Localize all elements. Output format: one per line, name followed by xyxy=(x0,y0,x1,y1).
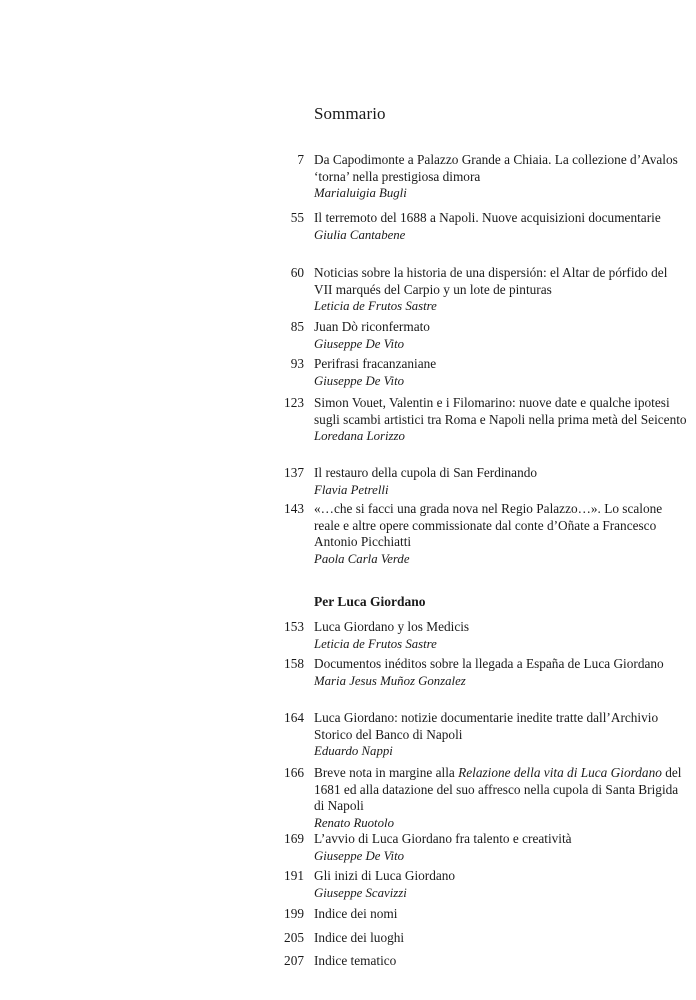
toc-title: Noticias sobre la historia de una dispersión: el Altar de pórfido del VII marqués del Carpio y un lote de pinturas xyxy=(314,265,668,297)
toc-title xyxy=(314,765,688,815)
toc-page-number: 205 xyxy=(284,930,304,945)
toc-author: Giuseppe De Vito xyxy=(314,848,405,863)
toc-page-number: 191 xyxy=(284,868,304,883)
toc-author: Loredana Lorizzo xyxy=(314,429,405,443)
toc-author: Giulia Cantabene xyxy=(314,227,406,242)
toc-author: Flavia Petrelli xyxy=(314,482,389,497)
toc-author: Giuseppe De Vito xyxy=(314,373,405,388)
toc-title: Da Capodimonte a Palazzo Grande a Chiaia. La collezione d’Avalos ‘torna’ nella prestigiosa dimora xyxy=(314,152,678,184)
toc-author: Maria Jesus Muñoz Gonzalez xyxy=(314,673,466,688)
toc-page-number: 207 xyxy=(284,953,304,968)
toc-author: Paola Carla Verde xyxy=(314,551,410,566)
toc-page-number: 166 xyxy=(284,765,304,780)
toc-author: Leticia de Frutos Sastre xyxy=(314,636,437,651)
toc-page-number: 143 xyxy=(284,501,304,516)
toc-author: Eduardo Nappi xyxy=(314,744,393,758)
toc-page-number: 153 xyxy=(284,619,304,634)
toc-title: Gli inizi di Luca Giordano xyxy=(314,868,456,883)
toc-page-number: 137 xyxy=(284,465,304,480)
toc-title: L’avvio di Luca Giordano fra talento e creatività xyxy=(314,831,572,846)
toc-title: Indice tematico xyxy=(314,953,397,968)
toc-title: Documentos inéditos sobre la llegada a España de Luca Giordano xyxy=(314,656,664,671)
toc-title: Luca Giordano y los Medicis xyxy=(314,619,470,634)
toc-page-number: 55 xyxy=(290,210,304,225)
toc-page-number: 85 xyxy=(290,319,304,334)
toc-title: Perifrasi fracanzaniane xyxy=(314,356,437,371)
toc-title: «…che si facci una grada nova nel Regio Palazzo…». Lo scalone reale e altre opere commissionate dal conte d’Oñate a Francesco Antonio Picchiatti xyxy=(314,501,663,549)
toc-page-number: 60 xyxy=(290,265,304,280)
toc-title-part: del 1681 ed alla datazione del suo affresco nella cupola di Santa Brigida di Napoli xyxy=(314,765,682,813)
section-heading: Per Luca Giordano xyxy=(314,594,426,609)
toc-page-number: 7 xyxy=(297,152,304,167)
toc-author: Leticia de Frutos Sastre xyxy=(314,299,437,313)
toc-page-number: 164 xyxy=(284,710,304,725)
toc-author: Renato Ruotolo xyxy=(314,815,394,830)
toc-title: Simon Vouet, Valentin e i Filomarino: nuove date e qualche ipotesi sugli scambi artistici tra Roma e Napoli nella prima metà del Seicento xyxy=(314,395,687,427)
toc-page-number: 93 xyxy=(290,356,304,371)
toc-title-italic-part: Relazione della vita di Luca Giordano xyxy=(458,765,662,780)
toc-title: Juan Dò riconfermato xyxy=(314,319,430,334)
toc-author: Giuseppe Scavizzi xyxy=(314,885,407,900)
toc-title: Il restauro della cupola di San Ferdinando xyxy=(314,465,538,480)
toc-title: Indice dei nomi xyxy=(314,906,398,921)
toc-author: Marialuigia Bugli xyxy=(314,186,407,200)
toc-page-number: 123 xyxy=(284,395,304,410)
toc-author: Giuseppe De Vito xyxy=(314,336,405,351)
toc-title: Luca Giordano: notizie documentarie inedite tratte dall’Archivio Storico del Banco di Napoli xyxy=(314,710,659,742)
toc-page-number: 158 xyxy=(284,656,304,671)
toc-page-number: 169 xyxy=(284,831,304,846)
toc-title: Il terremoto del 1688 a Napoli. Nuove acquisizioni documentarie xyxy=(314,210,661,225)
page-title: Sommario xyxy=(314,104,386,123)
toc-page-number: 199 xyxy=(284,906,304,921)
toc-title: Indice dei luoghi xyxy=(314,930,405,945)
toc-title-part: Breve nota in margine alla xyxy=(314,765,459,780)
